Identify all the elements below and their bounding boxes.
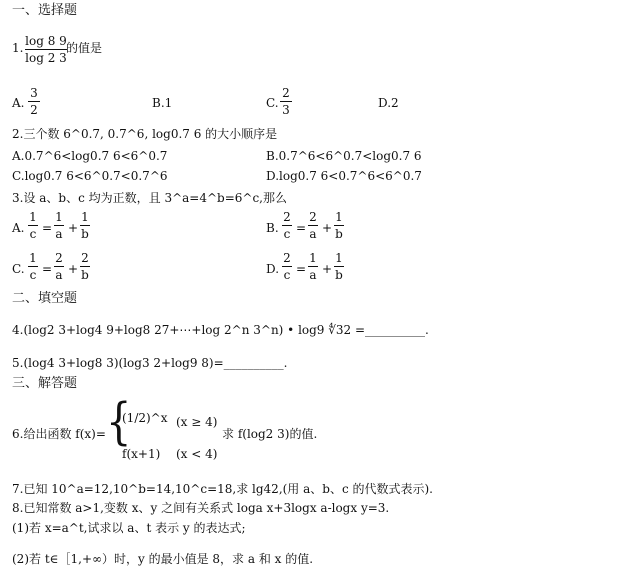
numerator: 2 (55, 251, 63, 265)
q1-option-a-den: 2 (30, 103, 38, 117)
q3-option-d-label: D. (266, 262, 280, 276)
q3-option-c-label: C. (12, 262, 25, 276)
section-answer-heading: 三、解答题 (12, 376, 78, 391)
numerator: 2 (283, 210, 291, 224)
q3-c-frac-2 (54, 251, 64, 282)
q2-option-c: C.log0.7 6<6^0.7<0.7^6 (12, 169, 168, 183)
q3-c-frac-3 (80, 251, 90, 282)
q3-b-frac-1 (282, 210, 292, 241)
numerator: 1 (29, 251, 37, 265)
q2-option-a: A.0.7^6<log0.7 6<6^0.7 (12, 149, 168, 163)
fraction-bar (280, 101, 292, 102)
q8-part1: (1)若 x=a^t,试求以 a、t 表示 y 的表达式; (12, 521, 246, 535)
q1-option-c-den: 3 (282, 103, 290, 117)
q1-option-c-label: C. (266, 96, 279, 110)
fraction-bar (54, 266, 64, 267)
q1-option-b: B.1 (152, 96, 173, 110)
numerator: 1 (335, 251, 343, 265)
q4-text: 4.(log2 3+log4 9+log8 27+⋯+log 2^n 3^n) • log9 ∜32 =__________. (12, 323, 429, 337)
q6-suffix: 求 f(log2 3)的值. (222, 427, 318, 441)
q3-c-frac-1 (28, 251, 38, 282)
equals-sign: = (42, 221, 53, 235)
numerator: 2 (309, 210, 317, 224)
denominator: c (29, 268, 37, 282)
q1-numerator: log 8 9 (25, 34, 67, 48)
fraction-bar (54, 225, 64, 226)
fraction-bar (25, 49, 67, 50)
fraction-bar (28, 225, 38, 226)
q3-b-frac-2 (308, 210, 318, 241)
denominator: b (335, 227, 343, 241)
q1-suffix: 的值是 (66, 41, 103, 55)
q2-stem: 2.三个数 6^0.7, 0.7^6, log0.7 6 的大小顺序是 (12, 127, 278, 141)
denominator: a (309, 227, 317, 241)
q6-case1-expr: (1/2)^x (122, 411, 168, 425)
numerator: 1 (335, 210, 343, 224)
q3-option-b-label: B. (266, 221, 279, 235)
q3-a-frac-1 (28, 210, 38, 241)
fraction-bar (80, 225, 90, 226)
fraction-bar (28, 266, 38, 267)
q1-option-a-fraction (28, 86, 40, 117)
denominator: a (309, 268, 317, 282)
fraction-bar (80, 266, 90, 267)
q3-d-frac-3 (334, 251, 344, 282)
fraction-bar (308, 225, 318, 226)
q3-d-frac-2 (308, 251, 318, 282)
q6-case1-cond: (x ≥ 4) (176, 415, 218, 429)
numerator: 2 (283, 251, 291, 265)
fraction-bar (28, 101, 40, 102)
fraction-bar (308, 266, 318, 267)
section-choice-heading: 一、选择题 (12, 3, 78, 18)
plus-sign: + (68, 221, 79, 235)
plus-sign: + (68, 262, 79, 276)
q6-case2-cond: (x < 4) (176, 447, 218, 461)
denominator: b (81, 268, 89, 282)
q5-text: 5.(log4 3+log8 3)(log3 2+log9 8)=__________. (12, 356, 288, 370)
denominator: b (81, 227, 89, 241)
fraction-bar (282, 225, 292, 226)
fraction-bar (334, 266, 344, 267)
denominator: b (335, 268, 343, 282)
denominator: a (55, 268, 63, 282)
q6-prefix: 6.给出函数 f(x)= (12, 427, 106, 441)
fraction-bar (334, 225, 344, 226)
fraction-bar (282, 266, 292, 267)
section-fill-heading: 二、填空题 (12, 291, 78, 306)
q3-d-frac-1 (282, 251, 292, 282)
numerator: 1 (29, 210, 37, 224)
q6-case2-expr: f(x+1) (122, 447, 161, 461)
denominator: a (55, 227, 63, 241)
q3-option-a-label: A. (12, 221, 25, 235)
plus-sign: + (322, 221, 333, 235)
q3-stem: 3.设 a、b、c 均为正数，且 3^a=4^b=6^c,那么 (12, 191, 287, 205)
q1-option-c-num: 2 (282, 86, 290, 100)
numerator: 2 (81, 251, 89, 265)
q1-option-c-fraction (280, 86, 292, 117)
q1-option-d: D.2 (378, 96, 399, 110)
q1-prefix: 1. (12, 41, 24, 55)
q2-option-b: B.0.7^6<6^0.7<log0.7 6 (266, 149, 422, 163)
q1-denominator: log 2 3 (25, 51, 67, 65)
plus-sign: + (322, 262, 333, 276)
q1-option-a-num: 3 (30, 86, 38, 100)
q1-fraction (25, 34, 67, 65)
q8-part2: (2)若 t∈［1,+∞）时，y 的最小值是 8，求 a 和 x 的值. (12, 552, 314, 566)
q3-a-frac-2 (54, 210, 64, 241)
q3-a-frac-3 (80, 210, 90, 241)
left-brace-icon: { (106, 393, 132, 451)
denominator: c (283, 227, 291, 241)
numerator: 1 (55, 210, 63, 224)
numerator: 1 (81, 210, 89, 224)
equals-sign: = (296, 262, 307, 276)
equals-sign: = (296, 221, 307, 235)
q3-b-frac-3 (334, 210, 344, 241)
denominator: c (283, 268, 291, 282)
q1-option-a-label: A. (12, 96, 25, 110)
numerator: 1 (309, 251, 317, 265)
denominator: c (29, 227, 37, 241)
q8-stem: 8.已知常数 a>1,变数 x、y 之间有关系式 loga x+3logx a-logx y=3. (12, 501, 390, 515)
q2-option-d: D.log0.7 6<0.7^6<6^0.7 (266, 169, 422, 183)
q7-text: 7.已知 10^a=12,10^b=14,10^c=18,求 lg42,(用 a、b、c 的代数式表示). (12, 482, 433, 496)
equals-sign: = (42, 262, 53, 276)
